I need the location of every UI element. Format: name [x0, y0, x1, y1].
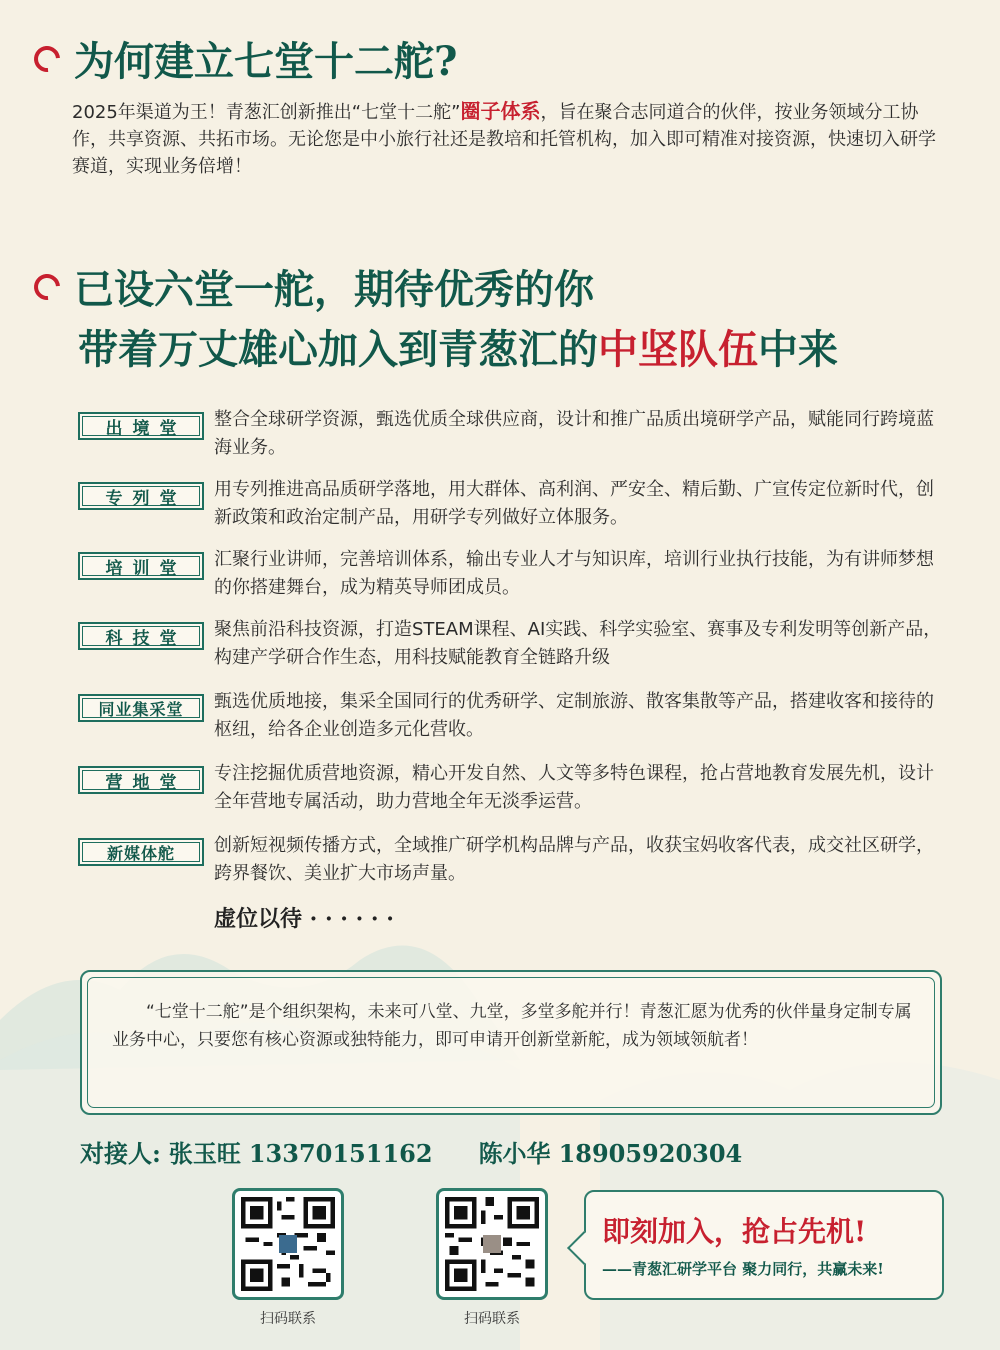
contact-line: [80, 1134, 750, 1169]
qr-block-2: [436, 1188, 548, 1328]
department-desc: 创新短视频传播方式，全域推广研学机构品牌与产品，收获宝妈收客代表，成交社区研学，跨界餐饮、美业扩大市场声量。: [214, 835, 934, 884]
department-item: [78, 835, 948, 888]
contact-phone-1[interactable]: 13370151162: [248, 1139, 433, 1168]
pending-text: 虚位以待 · · · · · ·: [214, 906, 394, 932]
intro-text-1: 2025年渠道为王！青葱汇创新推出“七堂十二舵”: [72, 102, 461, 123]
department-tag: 同业集采堂: [78, 694, 204, 722]
contact-phone-2[interactable]: 18905920304: [558, 1139, 743, 1168]
section1-title: 为何建立七堂十二舵?: [74, 38, 458, 85]
section2-title-line1: 已设六堂一舵，期待优秀的你: [74, 266, 594, 313]
department-item: [78, 409, 948, 462]
department-tag: 科技堂: [78, 622, 204, 650]
qr-code[interactable]: [232, 1188, 344, 1300]
cta-title: 即刻加入，抢占先机!: [602, 1215, 867, 1248]
qr-block-1: [232, 1188, 344, 1328]
qr-code-icon: [445, 1197, 539, 1291]
circle-icon: [29, 40, 66, 77]
cta-bubble: [584, 1190, 944, 1300]
section2-heading: [34, 258, 594, 315]
department-item: [78, 479, 948, 532]
department-item: [78, 691, 948, 744]
department-tag: 出境堂: [78, 412, 204, 440]
department-tag: 培训堂: [78, 552, 204, 580]
contact-person-1: 张玉旺: [168, 1139, 241, 1168]
contact-person-2: 陈小华: [478, 1139, 551, 1168]
department-item: [78, 619, 948, 672]
qr-label: 扫码联系: [260, 1311, 316, 1327]
note-box: [80, 970, 942, 1115]
department-desc: 甄选优质地接，集采全国同行的优秀研学、定制旅游、散客集散等产品，搭建收客和接待的枢纽，给各企业创造多元化营收。: [214, 691, 934, 740]
intro-highlight: 圈子体系: [460, 99, 541, 123]
department-tag: 新媒体舵: [78, 838, 204, 866]
department-tag: 营地堂: [78, 766, 204, 794]
section1-heading: [34, 30, 457, 87]
qr-code-icon: [241, 1197, 335, 1291]
department-tag: 专列堂: [78, 482, 204, 510]
title-highlight: 中坚队伍: [598, 326, 758, 373]
contact-label: 对接人:: [80, 1139, 161, 1168]
department-item: [78, 763, 948, 816]
department-desc: 专注挖掘优质营地资源，精心开发自然、人文等多特色课程，抢占营地教育发展先机，设计全年营地专属活动，助力营地全年无淡季运营。: [214, 763, 934, 812]
qr-code[interactable]: [436, 1188, 548, 1300]
circle-icon: [29, 268, 66, 305]
department-desc: 整合全球研学资源，甄选优质全球供应商，设计和推广品质出境研学产品，赋能同行跨境蓝海业务。: [214, 409, 934, 458]
section1-intro: [72, 98, 944, 180]
department-desc: 汇聚行业讲师，完善培训体系，输出专业人才与知识库，培训行业执行技能，为有讲师梦想的你搭建舞台，成为精英导师团成员。: [214, 549, 934, 598]
department-desc: 聚焦前沿科技资源，打造STEAM课程、AI实践、科学实验室、赛事及专利发明等创新产品，构建产学研合作生态，用科技赋能教育全链路升级: [214, 619, 942, 668]
department-desc: 用专列推进高品质研学落地，用大群体、高利润、严安全、精后勤、广宣传定位新时代，创新政策和政治定制产品，用研学专列做好立体服务。: [214, 479, 934, 528]
intro-text-2: ，旨在聚合志同道合的伙伴，按业务领域分工协作，共享资源、共拓市场。无论您是中小旅行社还是教培和托管机构，加入即可精准对接资源，快速切入研学赛道，实现业务倍增！: [72, 102, 936, 177]
note-text: “七堂十二舵”是个组织架构，未来可八堂、九堂，多堂多舵并行！青葱汇愿为优秀的伙伴量身定制专属业务中心，只要您有核心资源或独特能力，即可申请开创新堂新舵，成为领域领航者！: [112, 1002, 912, 1050]
section2-title-line2: 带着万丈雄心加入到青葱汇的中坚队伍中来: [78, 326, 838, 373]
qr-label: 扫码联系: [464, 1311, 520, 1327]
cta-subtitle: ——青葱汇研学平台 聚力同行，共赢未来!: [602, 1260, 884, 1278]
department-item: [78, 549, 948, 602]
